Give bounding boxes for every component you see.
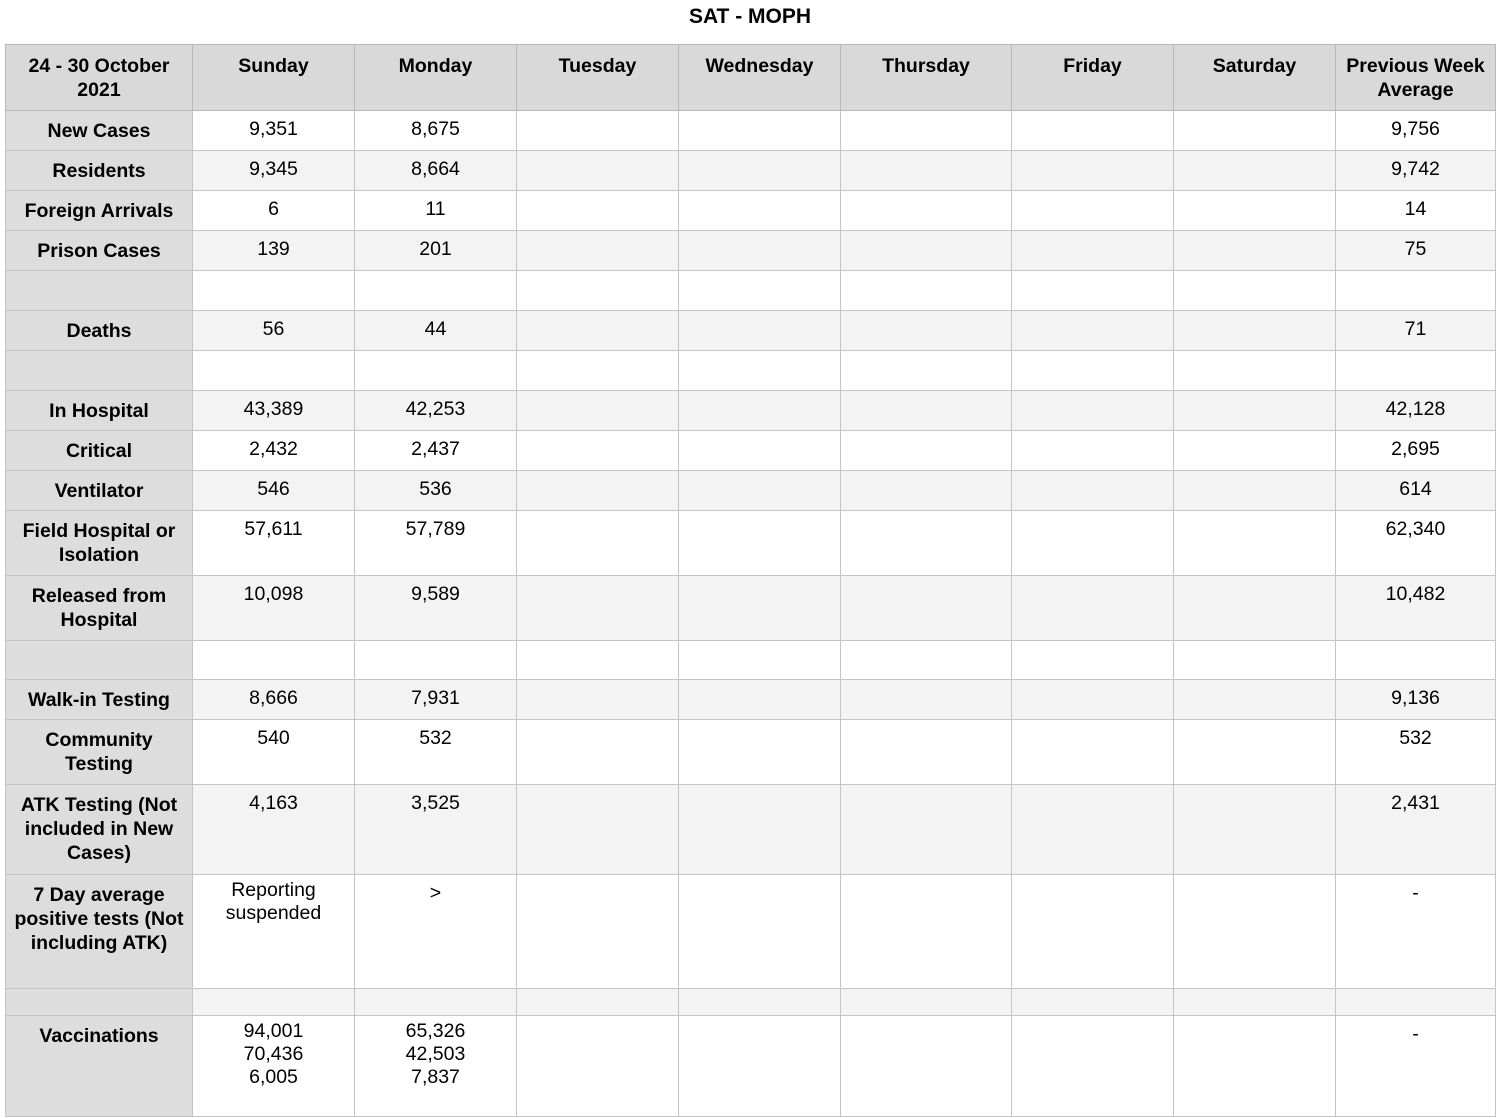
cell-friday [1012, 785, 1174, 875]
cell-wednesday [679, 311, 841, 351]
cell-monday [355, 271, 517, 311]
cell-sunday: 139 [193, 231, 355, 271]
cell-wednesday [679, 231, 841, 271]
cell-wednesday [679, 471, 841, 511]
cell-monday [355, 351, 517, 391]
cell-tuesday [517, 231, 679, 271]
cell-sunday: 546 [193, 471, 355, 511]
cell-friday [1012, 641, 1174, 680]
cell-monday: 3,525 [355, 785, 517, 875]
cell-tuesday [517, 989, 679, 1016]
cell-monday [355, 1016, 517, 1117]
cell-previous-week-average: 2,431 [1336, 785, 1496, 875]
header-tuesday: Tuesday [517, 45, 679, 111]
row-label: Critical [6, 431, 193, 471]
cell-previous-week-average [1336, 271, 1496, 311]
cell-sunday: 4,163 [193, 785, 355, 875]
header-sunday: Sunday [193, 45, 355, 111]
cell-thursday [841, 989, 1012, 1016]
cell-thursday [841, 641, 1012, 680]
cell-monday: 7,931 [355, 680, 517, 720]
cell-tuesday [517, 1016, 679, 1117]
cell-wednesday [679, 111, 841, 151]
cell-previous-week-average: 9,136 [1336, 680, 1496, 720]
cell-friday [1012, 471, 1174, 511]
cell-sunday: 540 [193, 720, 355, 785]
cell-previous-week-average: 9,756 [1336, 111, 1496, 151]
cell-sunday: 43,389 [193, 391, 355, 431]
row-prison-cases [6, 231, 1496, 271]
table-body [6, 111, 1496, 1117]
cell-sunday [193, 271, 355, 311]
cell-friday [1012, 311, 1174, 351]
cell-sunday: 6 [193, 191, 355, 231]
row-label: 7 Day average positive tests (Not including ATK) [6, 875, 193, 989]
cell-monday: 42,253 [355, 391, 517, 431]
row-ventilator [6, 471, 1496, 511]
row-label: Foreign Arrivals [6, 191, 193, 231]
cell-line: 42,503 [405, 1043, 466, 1065]
cell-tuesday [517, 785, 679, 875]
row-residents [6, 151, 1496, 191]
row-walk-in-testing [6, 680, 1496, 720]
header-friday: Friday [1012, 45, 1174, 111]
header-row [6, 45, 1496, 111]
cell-tuesday [517, 471, 679, 511]
cell-sunday [193, 989, 355, 1016]
cell-friday [1012, 111, 1174, 151]
cell-saturday [1174, 311, 1336, 351]
cell-thursday [841, 680, 1012, 720]
cell-monday: 8,664 [355, 151, 517, 191]
row-label [6, 641, 193, 680]
header-previous-week-average: Previous Week Average [1336, 45, 1496, 111]
cell-saturday [1174, 641, 1336, 680]
cell-monday: 9,589 [355, 576, 517, 641]
cell-line: suspended [225, 902, 322, 924]
cell-sunday [193, 875, 355, 989]
cell-tuesday [517, 431, 679, 471]
cell-tuesday [517, 311, 679, 351]
cell-wednesday [679, 680, 841, 720]
cell-previous-week-average: 71 [1336, 311, 1496, 351]
cell-previous-week-average: 42,128 [1336, 391, 1496, 431]
spacer-row [6, 641, 1496, 680]
cell-friday [1012, 720, 1174, 785]
row-critical [6, 431, 1496, 471]
cell-tuesday [517, 191, 679, 231]
cell-wednesday [679, 720, 841, 785]
cell-saturday [1174, 351, 1336, 391]
cell-thursday [841, 311, 1012, 351]
cell-friday [1012, 989, 1174, 1016]
cell-wednesday [679, 191, 841, 231]
row-label: New Cases [6, 111, 193, 151]
cell-tuesday [517, 151, 679, 191]
cell-tuesday [517, 391, 679, 431]
cell-friday [1012, 576, 1174, 641]
cell-saturday [1174, 151, 1336, 191]
cell-thursday [841, 231, 1012, 271]
cell-saturday [1174, 231, 1336, 271]
header-saturday: Saturday [1174, 45, 1336, 111]
cell-line: 94,001 [243, 1020, 304, 1042]
row-label [6, 351, 193, 391]
cell-friday [1012, 151, 1174, 191]
row-atk-testing-not-included-in-new-cases [6, 785, 1496, 875]
cell-wednesday [679, 989, 841, 1016]
cell-monday [355, 641, 517, 680]
cell-thursday [841, 271, 1012, 311]
header-thursday: Thursday [841, 45, 1012, 111]
cell-saturday [1174, 111, 1336, 151]
row-label: Ventilator [6, 471, 193, 511]
cell-saturday [1174, 391, 1336, 431]
cell-sunday [193, 1016, 355, 1117]
row-foreign-arrivals [6, 191, 1496, 231]
cell-line: 70,436 [243, 1043, 304, 1065]
row-released-from-hospital [6, 576, 1496, 641]
cell-monday: 201 [355, 231, 517, 271]
cell-monday: 536 [355, 471, 517, 511]
cell-sunday: 57,611 [193, 511, 355, 576]
row-new-cases [6, 111, 1496, 151]
cell-monday: 8,675 [355, 111, 517, 151]
cell-line: 7,837 [411, 1066, 460, 1088]
cell-thursday [841, 351, 1012, 391]
cell-wednesday [679, 391, 841, 431]
row-in-hospital [6, 391, 1496, 431]
cell-tuesday [517, 875, 679, 989]
row-label: Field Hospital or Isolation [6, 511, 193, 576]
cell-friday [1012, 231, 1174, 271]
cell-saturday [1174, 431, 1336, 471]
cell-previous-week-average: 2,695 [1336, 431, 1496, 471]
cell-monday: 11 [355, 191, 517, 231]
row-label: ATK Testing (Not included in New Cases) [6, 785, 193, 875]
row-label [6, 989, 193, 1016]
cell-line: 6,005 [249, 1066, 298, 1088]
cell-sunday: 10,098 [193, 576, 355, 641]
cell-wednesday [679, 151, 841, 191]
cell-wednesday [679, 1016, 841, 1117]
cell-saturday [1174, 989, 1336, 1016]
cell-wednesday [679, 875, 841, 989]
cell-previous-week-average: 532 [1336, 720, 1496, 785]
cell-wednesday [679, 271, 841, 311]
row-field-hospital-or-isolation [6, 511, 1496, 576]
row-7-day-average-positive-tests-not-including-atk [6, 875, 1496, 989]
header-date-range: 24 - 30 October 2021 [6, 45, 193, 111]
cell-previous-week-average [1336, 989, 1496, 1016]
cell-thursday [841, 151, 1012, 191]
cell-saturday [1174, 271, 1336, 311]
cell-saturday [1174, 1016, 1336, 1117]
row-community-testing [6, 720, 1496, 785]
cell-previous-week-average: 14 [1336, 191, 1496, 231]
row-label: Residents [6, 151, 193, 191]
cell-tuesday [517, 511, 679, 576]
cell-sunday: 56 [193, 311, 355, 351]
cell-friday [1012, 271, 1174, 311]
cell-saturday [1174, 785, 1336, 875]
cell-wednesday [679, 351, 841, 391]
cell-friday [1012, 875, 1174, 989]
cell-line: Reporting [231, 879, 316, 901]
header-monday: Monday [355, 45, 517, 111]
cell-monday: 2,437 [355, 431, 517, 471]
cell-friday [1012, 680, 1174, 720]
cell-wednesday [679, 511, 841, 576]
cell-previous-week-average [1336, 351, 1496, 391]
cell-tuesday [517, 720, 679, 785]
row-label: Vaccinations [6, 1016, 193, 1117]
cell-monday: 44 [355, 311, 517, 351]
cell-saturday [1174, 576, 1336, 641]
cell-previous-week-average: 614 [1336, 471, 1496, 511]
cell-wednesday [679, 785, 841, 875]
cell-tuesday [517, 680, 679, 720]
cell-wednesday [679, 641, 841, 680]
statistics-table [5, 44, 1496, 1117]
cell-tuesday [517, 576, 679, 641]
cell-sunday [193, 641, 355, 680]
cell-friday [1012, 191, 1174, 231]
spacer-row [6, 271, 1496, 311]
cell-wednesday [679, 431, 841, 471]
cell-sunday [193, 351, 355, 391]
cell-thursday [841, 111, 1012, 151]
cell-thursday [841, 576, 1012, 641]
cell-saturday [1174, 511, 1336, 576]
cell-monday: 57,789 [355, 511, 517, 576]
cell-thursday [841, 785, 1012, 875]
cell-previous-week-average: - [1336, 875, 1496, 989]
row-label: Prison Cases [6, 231, 193, 271]
page-title: SAT - MOPH [688, 5, 812, 28]
cell-tuesday [517, 271, 679, 311]
spacer-row [6, 989, 1496, 1016]
row-label: In Hospital [6, 391, 193, 431]
cell-previous-week-average: 10,482 [1336, 576, 1496, 641]
cell-monday: > [355, 875, 517, 989]
row-vaccinations [6, 1016, 1496, 1117]
cell-sunday: 9,345 [193, 151, 355, 191]
cell-sunday: 9,351 [193, 111, 355, 151]
cell-sunday: 2,432 [193, 431, 355, 471]
row-label [6, 271, 193, 311]
cell-friday [1012, 511, 1174, 576]
cell-tuesday [517, 641, 679, 680]
cell-monday: 532 [355, 720, 517, 785]
cell-thursday [841, 720, 1012, 785]
cell-friday [1012, 1016, 1174, 1117]
cell-wednesday [679, 576, 841, 641]
cell-tuesday [517, 351, 679, 391]
cell-friday [1012, 391, 1174, 431]
row-label: Walk-in Testing [6, 680, 193, 720]
row-label: Deaths [6, 311, 193, 351]
cell-previous-week-average [1336, 641, 1496, 680]
row-label: Released from Hospital [6, 576, 193, 641]
cell-thursday [841, 431, 1012, 471]
cell-thursday [841, 471, 1012, 511]
cell-previous-week-average: - [1336, 1016, 1496, 1117]
cell-saturday [1174, 471, 1336, 511]
cell-previous-week-average: 75 [1336, 231, 1496, 271]
cell-saturday [1174, 680, 1336, 720]
cell-monday [355, 989, 517, 1016]
header-wednesday: Wednesday [679, 45, 841, 111]
cell-sunday: 8,666 [193, 680, 355, 720]
cell-friday [1012, 431, 1174, 471]
cell-thursday [841, 1016, 1012, 1117]
cell-previous-week-average: 62,340 [1336, 511, 1496, 576]
cell-saturday [1174, 875, 1336, 989]
cell-thursday [841, 511, 1012, 576]
cell-thursday [841, 391, 1012, 431]
cell-previous-week-average: 9,742 [1336, 151, 1496, 191]
cell-saturday [1174, 720, 1336, 785]
cell-tuesday [517, 111, 679, 151]
cell-friday [1012, 351, 1174, 391]
spacer-row [6, 351, 1496, 391]
cell-thursday [841, 191, 1012, 231]
cell-thursday [841, 875, 1012, 989]
cell-line: 65,326 [405, 1020, 466, 1042]
row-deaths [6, 311, 1496, 351]
row-label: Community Testing [6, 720, 193, 785]
cell-saturday [1174, 191, 1336, 231]
